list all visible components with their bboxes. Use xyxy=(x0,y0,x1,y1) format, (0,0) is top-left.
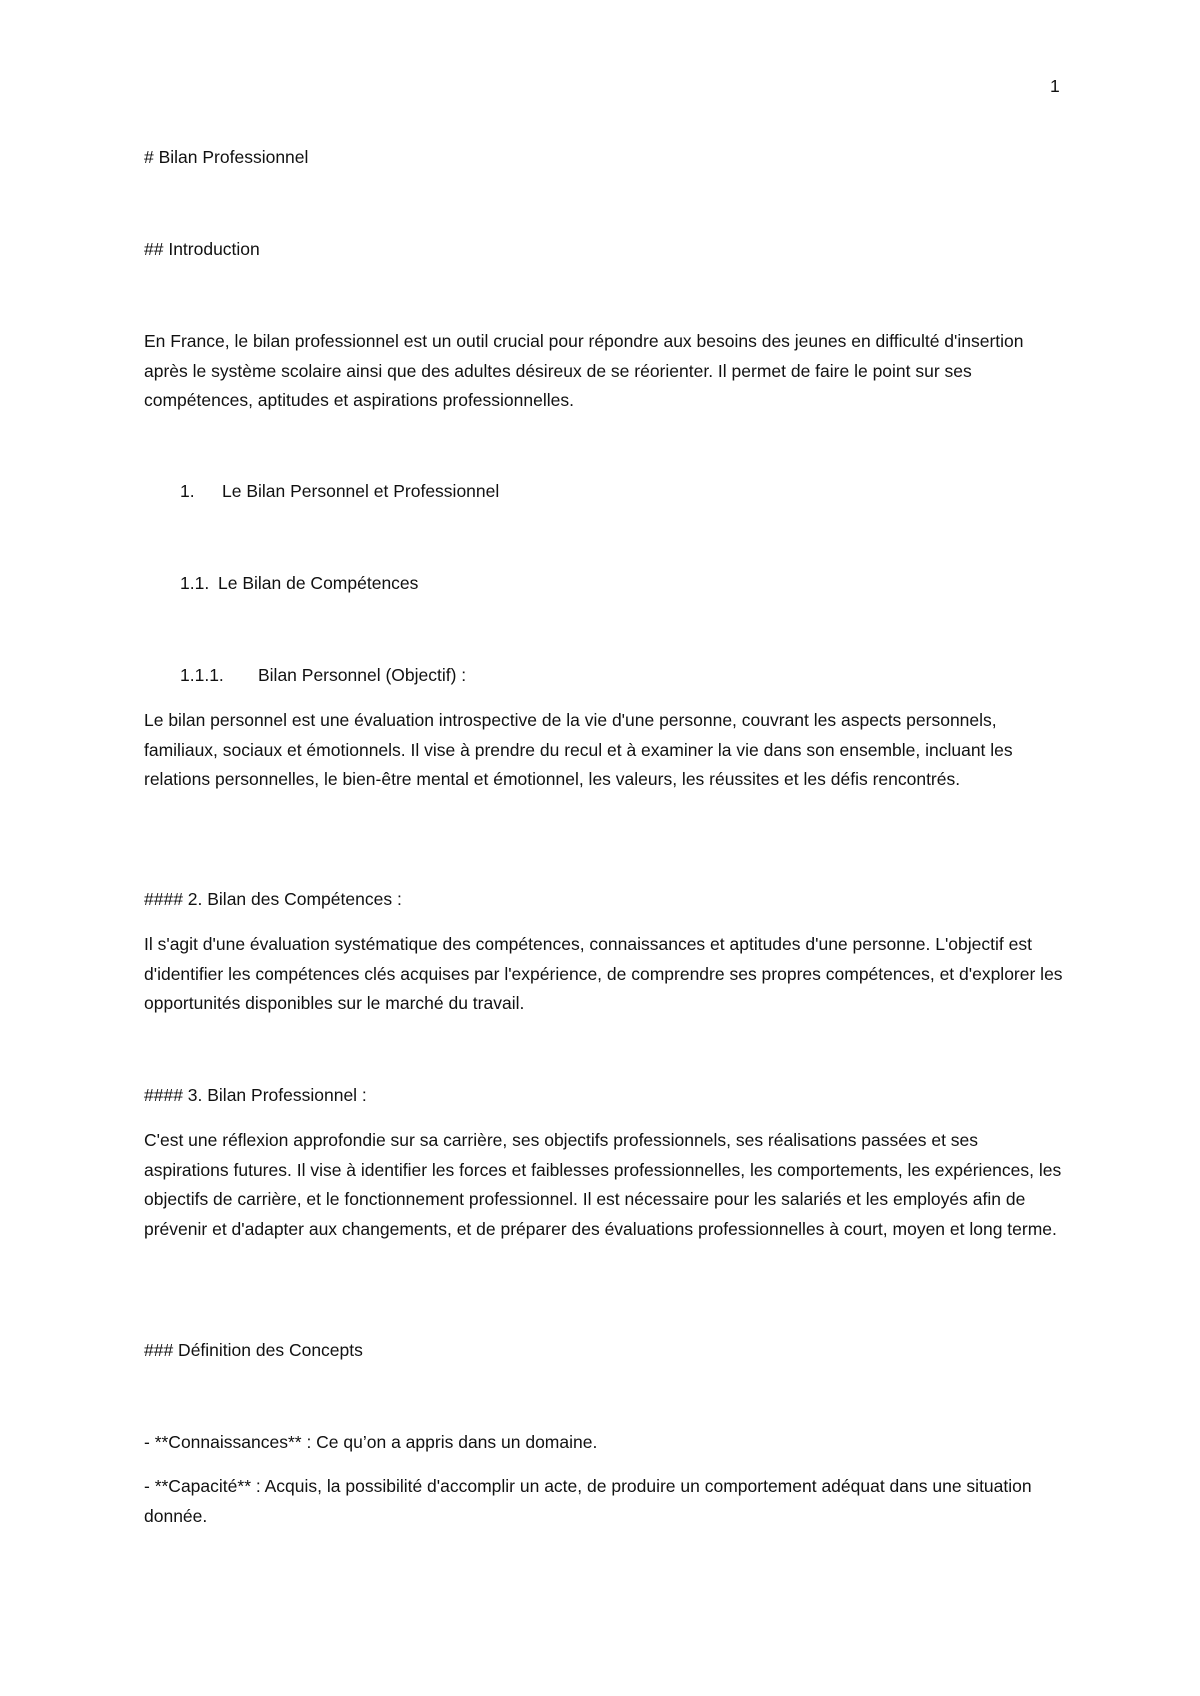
bilan-competences-paragraph: Il s'agit d'une évaluation systématique des compétences, connaissances et aptitudes d'une personne. L'objectif est d'identifier les compétences clés acquises par l'expérience, de comprendre ses propres compétences, et d'explorer les opportunités disponibles sur le marché du travail. xyxy=(144,934,1063,1013)
definition-capacite: - **Capacité** : Acquis, la possibilité d'accomplir un acte, de produire un comportement adéquat dans une situation donnée. xyxy=(144,1476,1032,1526)
definitions-heading: ### Définition des Concepts xyxy=(144,1340,363,1360)
introduction-heading: ## Introduction xyxy=(144,239,260,259)
section-1-heading xyxy=(180,481,499,502)
section-1-label: Le Bilan Personnel et Professionnel xyxy=(222,481,500,501)
section-1-1-1-label: Bilan Personnel (Objectif) : xyxy=(258,665,467,685)
bilan-personnel-paragraph: Le bilan personnel est une évaluation introspective de la vie d'une personne, couvrant les aspects personnels, familiaux, sociaux et émotionnels. Il vise à prendre du recul et à examiner la vie dans son ensemble, incluant les relations personnelles, le bien-être mental et émotionnel, les valeurs, les réussites et les défis rencontrés. xyxy=(144,710,1013,789)
section-1-number: 1. xyxy=(180,481,195,501)
page-number: 1 xyxy=(1050,76,1060,96)
document-title: # Bilan Professionnel xyxy=(144,147,309,167)
bilan-competences-heading: #### 2. Bilan des Compétences : xyxy=(144,889,402,909)
section-1-1-number: 1.1. xyxy=(180,573,210,593)
section-1-1-1-number: 1.1.1. xyxy=(180,665,224,685)
introduction-paragraph: En France, le bilan professionnel est un outil crucial pour répondre aux besoins des jeunes en difficulté d'insertion après le système scolaire ainsi que des adultes désireux de se réorienter. Il permet de faire le point sur ses compétences, aptitudes et aspirations professionnelles. xyxy=(144,331,1024,410)
section-1-1-heading xyxy=(180,573,418,594)
section-1-1-label: Le Bilan de Compétences xyxy=(218,573,419,593)
bilan-professionnel-heading: #### 3. Bilan Professionnel : xyxy=(144,1085,367,1105)
section-1-1-1-heading xyxy=(180,665,466,686)
definition-connaissances: - **Connaissances** : Ce qu’on a appris dans un domaine. xyxy=(144,1432,598,1452)
bilan-professionnel-paragraph: C'est une réflexion approfondie sur sa carrière, ses objectifs professionnels, ses réalisations passées et ses aspirations futures. Il vise à identifier les forces et faiblesses professionnelles, les comportements, les expériences, les objectifs de carrière, et le fonctionnement professionnel. Il est nécessaire pour les salariés et les employés afin de prévenir et d'adapter aux changements, et de préparer des évaluations professionnelles à court, moyen et long terme. xyxy=(144,1130,1062,1239)
